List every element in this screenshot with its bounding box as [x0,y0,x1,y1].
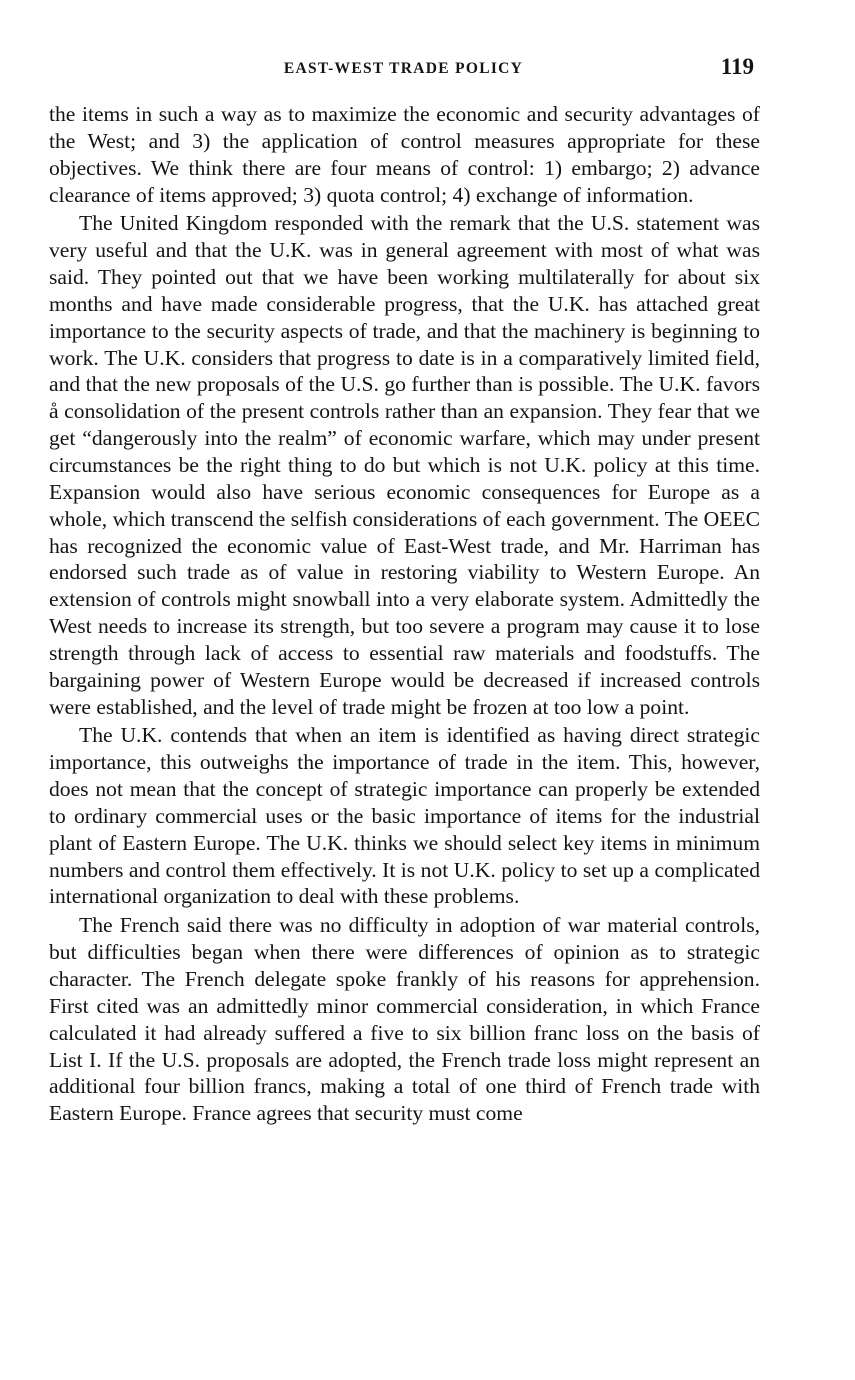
body-text [49,101,760,1127]
paragraph-uk-contention: The U.K. contends that when an item is identified as having direct strategic importance, this outweighs the importance of trade in the item. This, however, does not mean that the concept of strategic importance can properly be extended to ordinary commercial uses or the basic importance of items for the industrial plant of Eastern Europe. The U.K. thinks we should select key items in minimum numbers and control them effectively. It is not U.K. policy to set up a complicated international organization to deal with these problems. [49,723,760,909]
paragraph-continued: the items in such a way as to maximize the economic and security advantages of the West; and 3) the application of control measures appropriate for these objectives. We think there are four means of control: 1) embargo; 2) advance clearance of items approved; 3) quota control; 4) exchange of information. [49,102,760,207]
running-head-title: EAST-WEST TRADE POLICY [283,60,524,77]
page-number: 119 [720,54,754,79]
paragraph-uk-response: The United Kingdom responded with the remark that the U.S. statement was very useful and that the U.K. was in general agreement with most of what was said. They pointed out that we have been working multilaterally for about six months and have made considerable progress, that the U.K. has attached great importance to the security aspects of trade, and that the machinery is beginning to work. The U.K. considers that progress to date is in a comparatively limited field, and that the new proposals of the U.S. go further than is possible. The U.K. favors å consolidation of the present controls rather than an expansion. They fear that we get “dangerously into the realm” of economic warfare, which may under present circumstances be the right thing to do but which is not U.K. policy at this time. Expansion would also have serious economic consequences for Europe as a whole, which transcend the selfish considerations of each government. The OEEC has recognized the economic value of East-West trade, and Mr. Harriman has endorsed such trade as of value in restoring viability to Western Europe. An extension of controls might snowball into a very elaborate system. Admittedly the West needs to increase its strength, but too severe a program may cause it to lose strength through lack of access to essential raw materials and foodstuffs. The bargaining power of Western Europe would be decreased if increased controls were established, and the level of trade might be frozen at too low a point. [49,211,760,719]
paragraph-french-position: The French said there was no difficulty in adoption of war material controls, but difficulties began when there were differences of opinion as to strategic character. The French delegate spoke frankly of his reasons for apprehension. First cited was an admittedly minor commercial consideration, in which France calculated it had already suffered a five to six billion franc loss on the basis of List I. If the U.S. proposals are adopted, the French trade loss might represent an additional four billion francs, making a total of one third of French trade with Eastern Europe. France agrees that security must come [49,913,760,1126]
running-head [49,56,758,84]
